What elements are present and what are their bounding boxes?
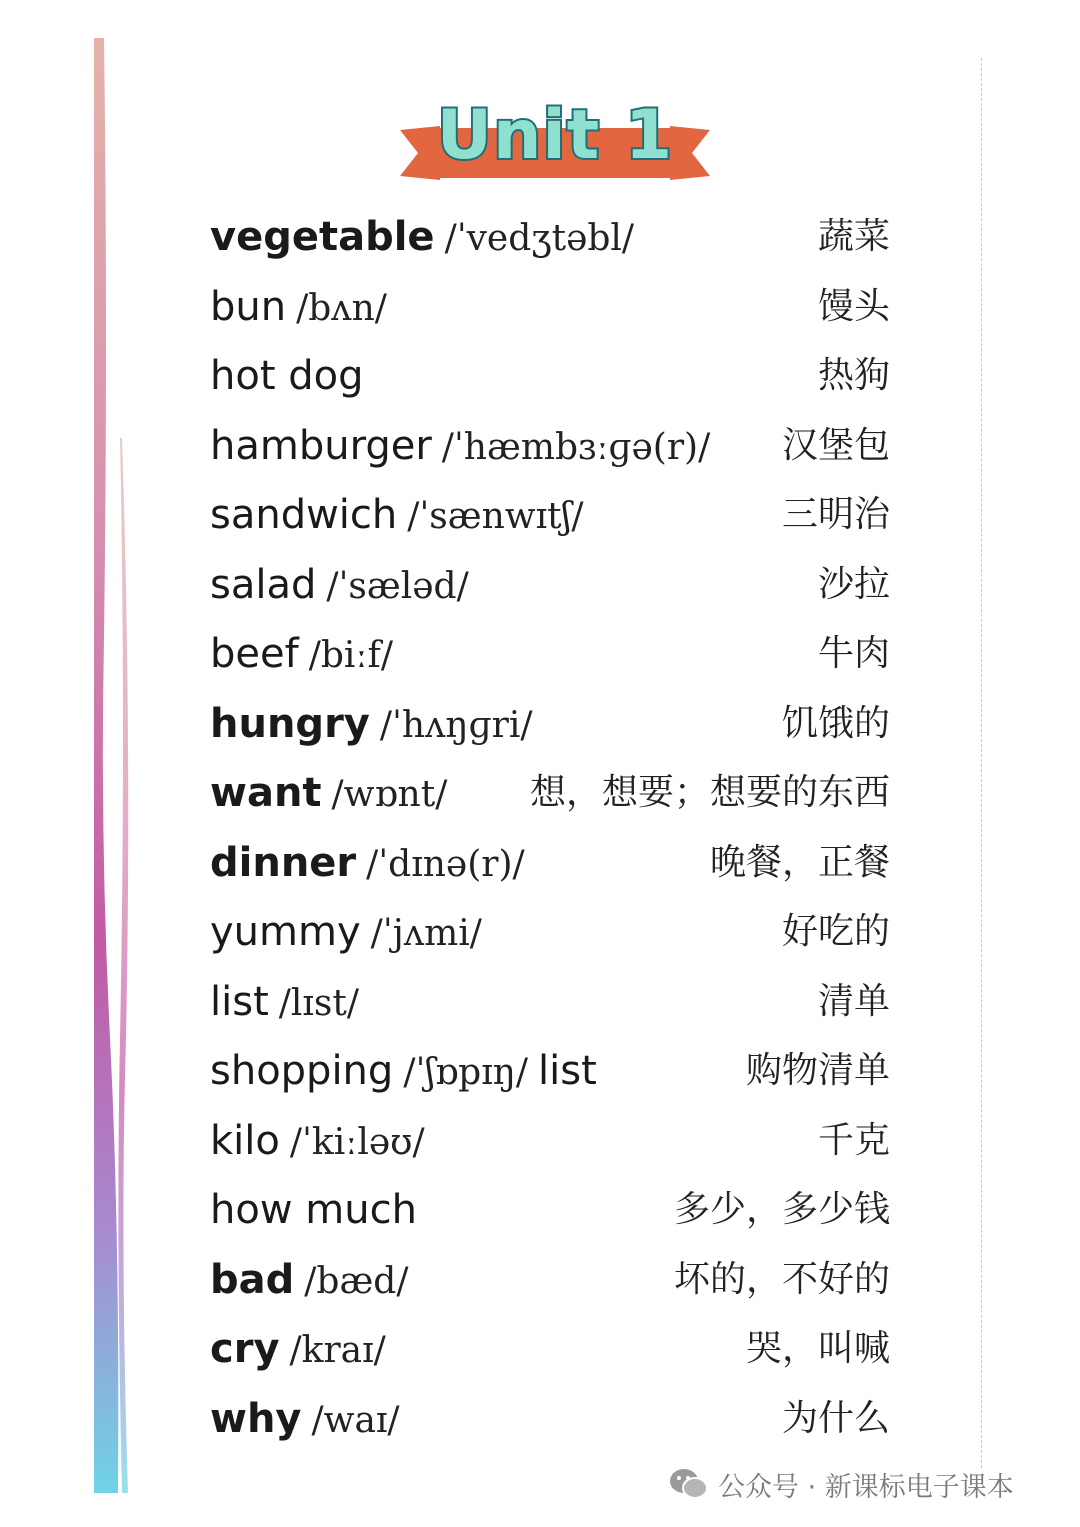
- vocab-word: bun: [210, 283, 287, 330]
- vocab-row: [210, 1250, 890, 1310]
- watermark: [668, 1462, 1014, 1506]
- vocab-row: [210, 1041, 890, 1101]
- english-entry: [210, 1180, 417, 1240]
- phonetic-transcription: /ˈʃɒpɪŋ/: [403, 1052, 529, 1093]
- vocab-row: [210, 555, 890, 615]
- english-entry: [210, 1250, 408, 1312]
- vocab-word: cry: [210, 1326, 280, 1372]
- vocab-row: [210, 346, 890, 406]
- vocab-word: hot dog: [210, 353, 364, 399]
- english-entry: [210, 485, 584, 547]
- english-entry: [210, 833, 525, 895]
- chinese-meaning: 好吃的: [781, 911, 890, 952]
- chinese-meaning: 为什么: [781, 1397, 890, 1439]
- phonetic-transcription: /wɒnt/: [331, 774, 448, 815]
- vocab-row: [210, 1180, 890, 1240]
- vocab-word: beef: [210, 631, 299, 677]
- vocab-word: hungry: [210, 700, 370, 747]
- phonetic-transcription: /ˈsænwɪtʃ/: [407, 496, 584, 537]
- vocab-word-tail: list: [538, 1048, 597, 1094]
- english-entry: [210, 346, 363, 406]
- english-entry: [210, 1041, 597, 1103]
- vocab-word: list: [210, 978, 269, 1025]
- vocab-row: [210, 1111, 890, 1171]
- phonetic-transcription: /bʌn/: [296, 287, 387, 329]
- english-entry: [210, 1111, 425, 1173]
- vocab-row: [210, 694, 890, 754]
- vocab-row: [210, 833, 890, 893]
- vocab-row: [210, 1389, 890, 1449]
- vocab-row: [210, 972, 890, 1032]
- chinese-meaning: 哭，叫喊: [745, 1328, 890, 1369]
- english-entry: [210, 902, 482, 964]
- phonetic-transcription: /lɪst/: [278, 982, 359, 1024]
- phonetic-transcription: /kraɪ/: [289, 1330, 386, 1371]
- vocab-word: salad: [210, 561, 317, 608]
- english-entry: [210, 624, 393, 686]
- vocab-word: dinner: [210, 839, 357, 886]
- phonetic-transcription: /biːf/: [308, 635, 393, 676]
- phonetic-transcription: /ˈhʌŋɡri/: [379, 704, 533, 746]
- vocab-row: [210, 277, 890, 337]
- vocab-word: hamburger: [210, 422, 432, 469]
- english-entry: [210, 763, 447, 825]
- vocab-word: how much: [210, 1187, 417, 1233]
- chinese-meaning: 馒头: [817, 285, 890, 327]
- unit-title: Unit 1: [436, 96, 674, 175]
- english-entry: [210, 972, 359, 1034]
- wechat-icon: [668, 1466, 708, 1502]
- phonetic-transcription: /ˈvedʒtəbl/: [444, 218, 635, 259]
- vocab-row: [210, 624, 890, 684]
- english-entry: [210, 1319, 386, 1381]
- vocab-row: [210, 902, 890, 962]
- vocab-row: [210, 763, 890, 823]
- vocab-word: want: [210, 770, 322, 816]
- chinese-meaning: 蔬菜: [817, 216, 890, 257]
- chinese-meaning: 牛肉: [817, 633, 890, 674]
- chinese-meaning: 热狗: [817, 355, 890, 396]
- english-entry: [210, 277, 387, 339]
- vocab-word: kilo: [210, 1117, 280, 1164]
- chinese-meaning: 饥饿的: [781, 702, 890, 744]
- vocab-row: [210, 207, 890, 267]
- phonetic-transcription: /ˈjʌmi/: [370, 913, 482, 954]
- vocab-word: vegetable: [210, 214, 435, 260]
- vocab-word: shopping: [210, 1048, 394, 1094]
- vocab-row: [210, 485, 890, 545]
- chinese-meaning: 三明治: [781, 494, 890, 535]
- english-entry: [210, 207, 634, 269]
- vocab-word: why: [210, 1395, 302, 1442]
- chinese-meaning: 购物清单: [745, 1050, 890, 1091]
- chinese-meaning: 清单: [817, 980, 890, 1022]
- chinese-meaning: 多少，多少钱: [673, 1189, 890, 1230]
- english-entry: [210, 1389, 400, 1451]
- english-entry: [210, 416, 710, 478]
- chinese-meaning: 晚餐，正餐: [709, 841, 890, 883]
- chinese-meaning: 想，想要；想要的东西: [529, 772, 890, 813]
- watermark-text: 公众号 · 新课标电子课本: [718, 1471, 1014, 1503]
- phonetic-transcription: /ˈkiːləʊ/: [289, 1121, 425, 1163]
- chinese-meaning: 汉堡包: [781, 424, 890, 466]
- vocab-word: yummy: [210, 909, 361, 955]
- vocab-word: sandwich: [210, 492, 398, 538]
- chinese-meaning: 坏的，不好的: [673, 1258, 890, 1300]
- chinese-meaning: 沙拉: [817, 563, 890, 605]
- vocab-word: bad: [210, 1256, 295, 1303]
- phonetic-transcription: /bæd/: [304, 1260, 409, 1302]
- vocab-row: [210, 1319, 890, 1379]
- phonetic-transcription: /ˈdɪnə(r)/: [366, 843, 525, 885]
- phonetic-transcription: /waɪ/: [311, 1399, 400, 1441]
- english-entry: [210, 555, 469, 617]
- vocab-row: [210, 416, 890, 476]
- phonetic-transcription: /ˈhæmbɜːɡə(r)/: [441, 426, 711, 468]
- phonetic-transcription: /ˈsæləd/: [326, 565, 469, 607]
- chinese-meaning: 千克: [817, 1119, 890, 1161]
- english-entry: [210, 694, 533, 756]
